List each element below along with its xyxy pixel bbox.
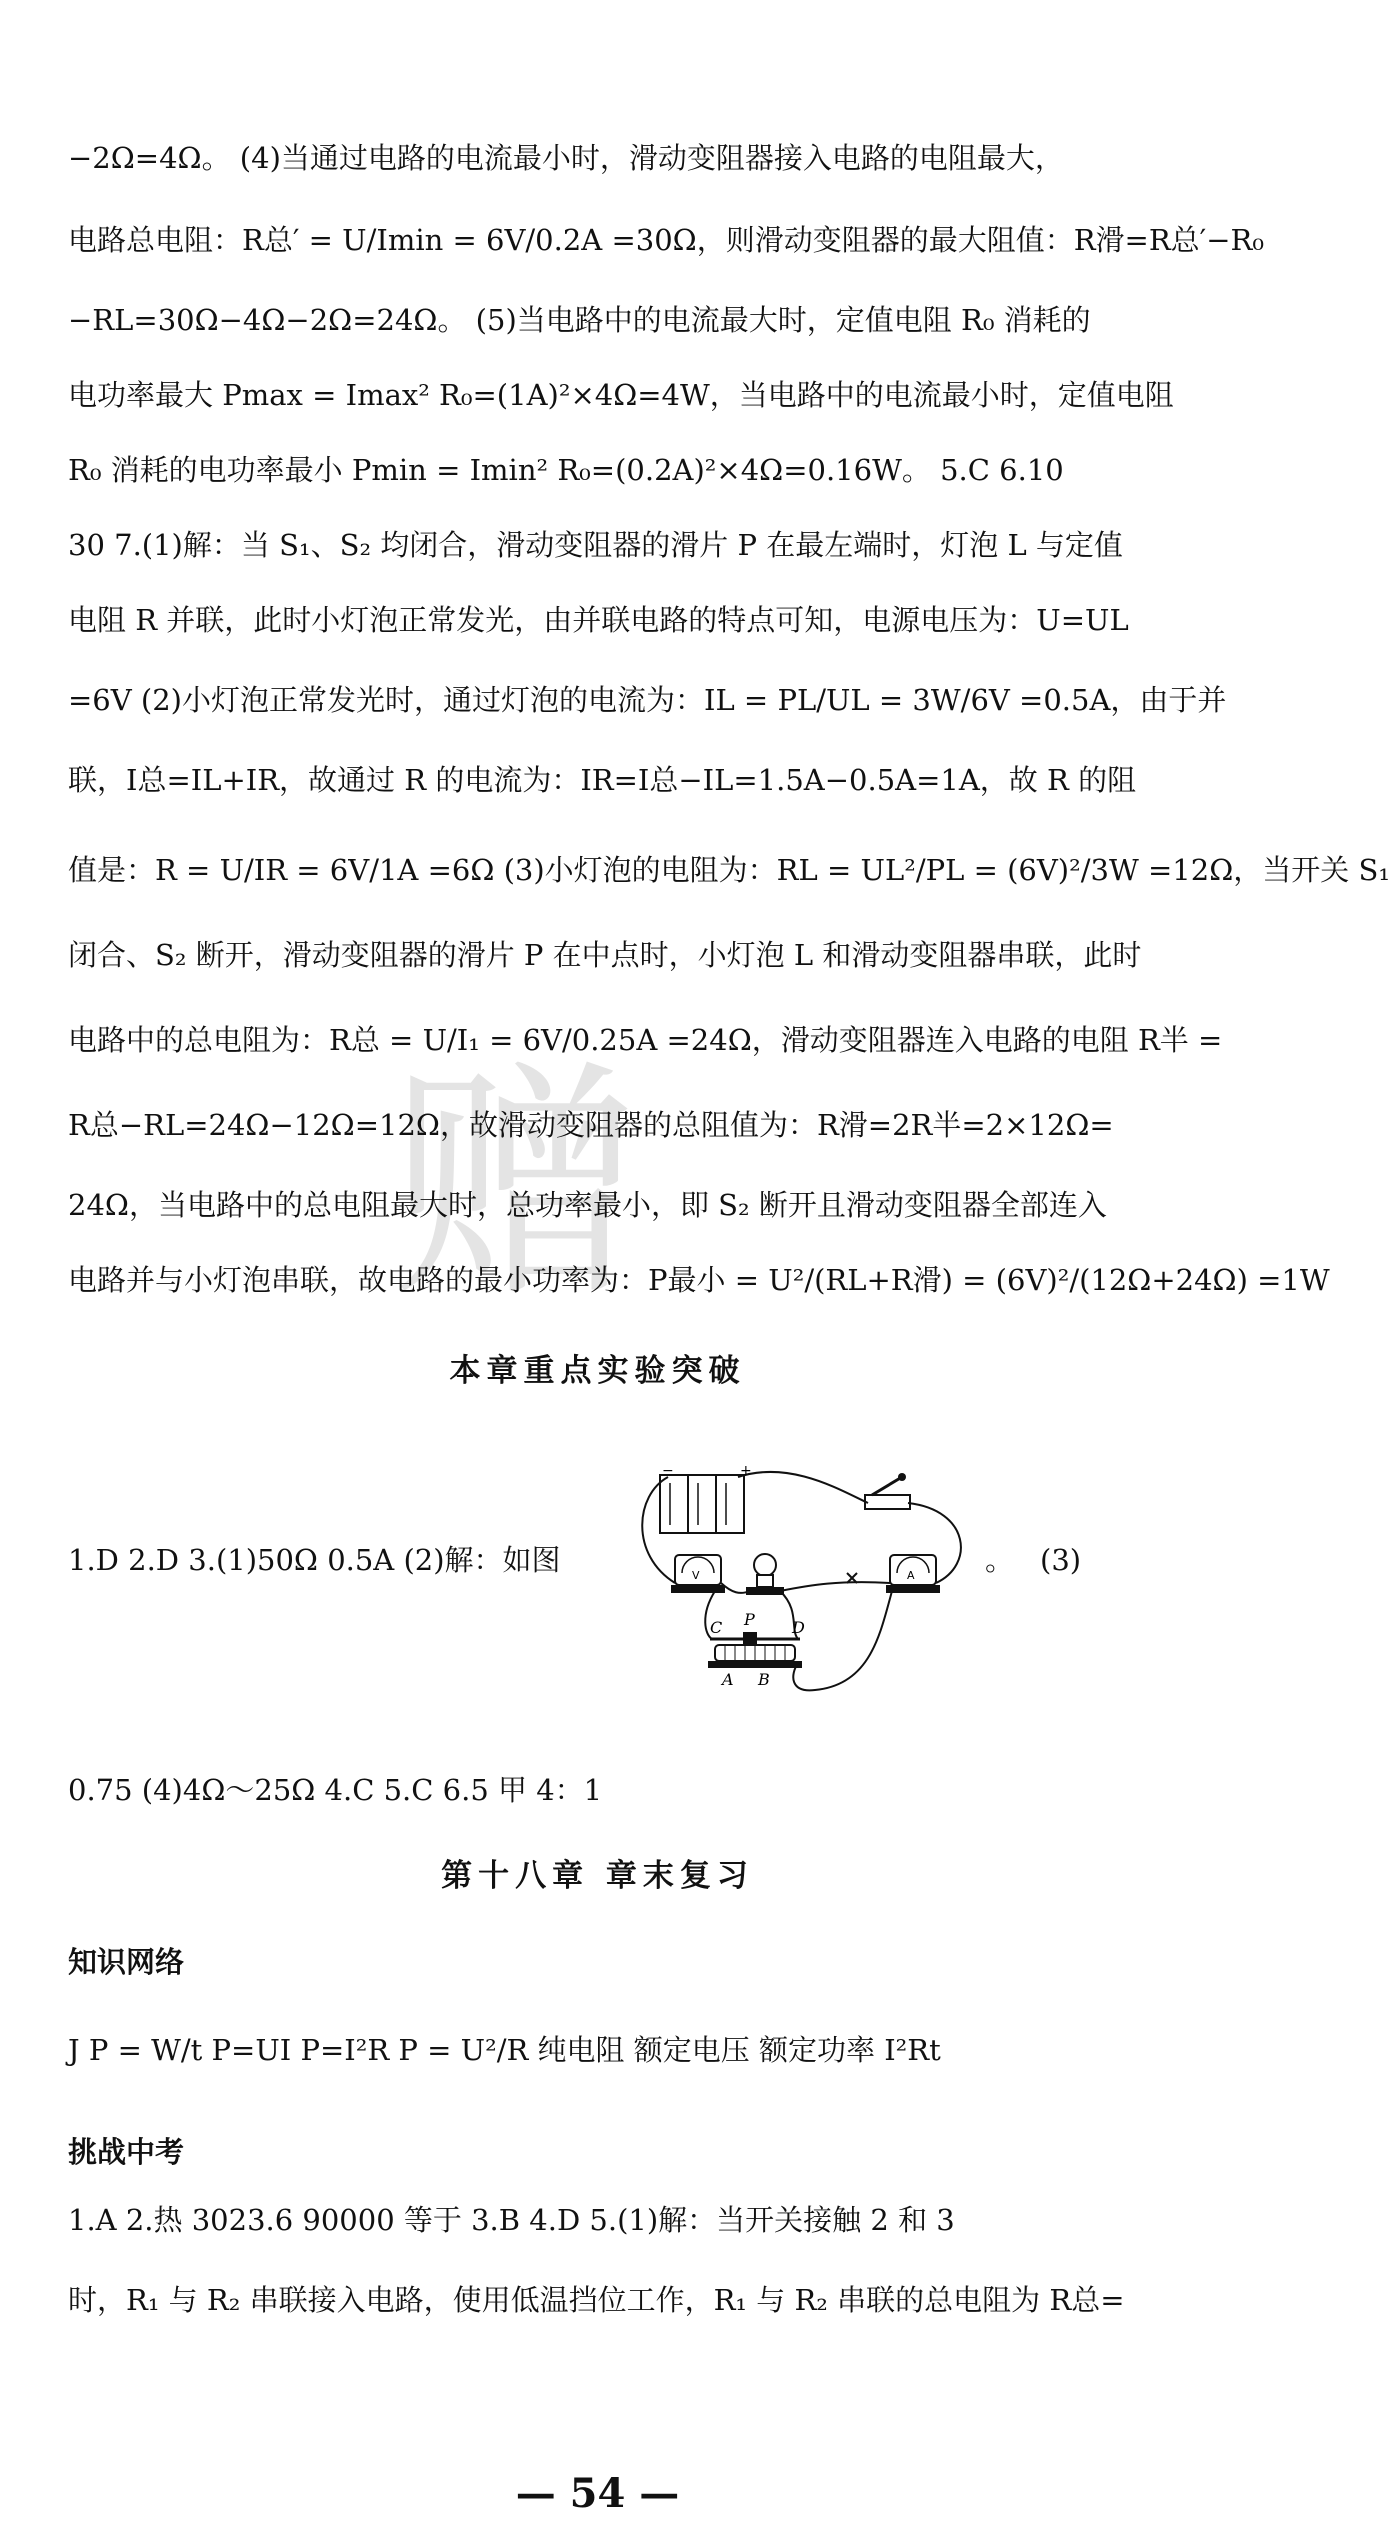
text-line: 1.D 2.D 3.(1)50Ω 0.5A (2)解：如图 xyxy=(68,1543,561,1577)
text-fragment: (3) xyxy=(1040,1543,1082,1577)
figure-label: A xyxy=(722,1670,734,1689)
ammeter-icon xyxy=(886,1555,940,1593)
svg-text:+: + xyxy=(740,1463,752,1479)
text-line: −2Ω=4Ω。 (4)当通过电路的电流最小时，滑动变阻器接入电路的电阻最大， xyxy=(68,141,1064,175)
section-heading-experiments: 本章重点实验突破 xyxy=(449,1353,746,1389)
battery-icon xyxy=(660,1475,744,1533)
figure-label: D xyxy=(792,1618,805,1637)
page-number: — 54 — xyxy=(515,2470,680,2517)
text-line: 电路中的总电阻为：R总 = U/I₁ = 6V/0.25A =24Ω，滑动变阻器连入电路的电阻 R半 = xyxy=(68,1023,1223,1057)
figure-label: P xyxy=(744,1610,755,1629)
switch-icon xyxy=(865,1473,910,1509)
text-line: 闭合、S₂ 断开，滑动变阻器的滑片 P 在中点时，小灯泡 L 和滑动变阻器串联，此时 xyxy=(68,938,1142,972)
text-line: 30 7.(1)解：当 S₁、S₂ 均闭合，滑动变阻器的滑片 P 在最左端时，灯泡 L 与定值 xyxy=(68,528,1123,562)
svg-text:−: − xyxy=(662,1463,674,1479)
text-line: 电阻 R 并联，此时小灯泡正常发光，由并联电路的特点可知，电源电压为：U=UL xyxy=(68,603,1129,637)
text-fragment: 。 xyxy=(985,1543,1015,1577)
text-line: −RL=30Ω−4Ω−2Ω=24Ω。 (5)当电路中的电流最大时，定值电阻 R₀ 消耗的 xyxy=(68,303,1091,337)
rheostat-icon xyxy=(708,1632,802,1668)
text-line: 电路并与小灯泡串联，故电路的最小功率为：P最小 = U²/(RL+R滑) = (6V)²/(12Ω+24Ω) =1W xyxy=(68,1263,1330,1297)
text-line: 1.A 2.热 3023.6 90000 等于 3.B 4.D 5.(1)解：当开关接触 2 和 3 xyxy=(68,2203,955,2237)
chapter-heading: 第十八章 章末复习 xyxy=(441,1858,754,1894)
text-line: 联，I总=IL+IR，故通过 R 的电流为：IR=I总−IL=1.5A−0.5A=1A，故 R 的阻 xyxy=(68,763,1137,797)
text-line: 电功率最大 Pmax = Imax² R₀=(1A)²×4Ω=4W，当电路中的电流最小时，定值电阻 xyxy=(68,378,1174,412)
text-line: 24Ω，当电路中的总电阻最大时，总功率最小，即 S₂ 断开且滑动变阻器全部连入 xyxy=(68,1188,1107,1222)
figure-label: C xyxy=(710,1618,723,1637)
text-line: R总−RL=24Ω−12Ω=12Ω，故滑动变阻器的总阻值为：R滑=2R半=2×12Ω= xyxy=(68,1108,1114,1142)
text-line: 时，R₁ 与 R₂ 串联接入电路，使用低温挡位工作，R₁ 与 R₂ 串联的总电阻为 R总= xyxy=(68,2283,1125,2317)
text-line: 值是：R = U/IR = 6V/1A =6Ω (3)小灯泡的电阻为：RL = UL²/PL = (6V)²/3W =12Ω，当开关 S₁ xyxy=(68,853,1390,887)
circuit-diagram xyxy=(640,1465,980,1700)
lamp-icon xyxy=(746,1554,784,1595)
text-line: R₀ 消耗的电功率最小 Pmin = Imin² R₀=(0.2A)²×4Ω=0.16W。 5.C 6.10 xyxy=(68,453,1064,487)
text-line: 0.75 (4)4Ω～25Ω 4.C 5.C 6.5 甲 4：1 xyxy=(68,1773,603,1807)
figure-label: A xyxy=(907,1569,915,1582)
text-line: =6V (2)小灯泡正常发光时，通过灯泡的电流为：IL = PL/UL = 3W/6V =0.5A，由于并 xyxy=(68,683,1227,717)
figure-label: V xyxy=(692,1569,700,1582)
subheading-knowledge-network: 知识网络 xyxy=(68,1945,185,1979)
voltmeter-icon xyxy=(671,1555,725,1593)
text-line: J P = W/t P=UI P=I²R P = U²/R 纯电阻 额定电压 额定功率 I²Rt xyxy=(68,2033,941,2067)
text-line: 电路总电阻：R总′ = U/Imin = 6V/0.2A =30Ω，则滑动变阻器的最大阻值：R滑=R总′−R₀ xyxy=(68,223,1265,257)
figure-label: B xyxy=(758,1670,770,1689)
subheading-challenge: 挑战中考 xyxy=(68,2135,185,2169)
watermark: 赠 xyxy=(390,1039,640,1330)
